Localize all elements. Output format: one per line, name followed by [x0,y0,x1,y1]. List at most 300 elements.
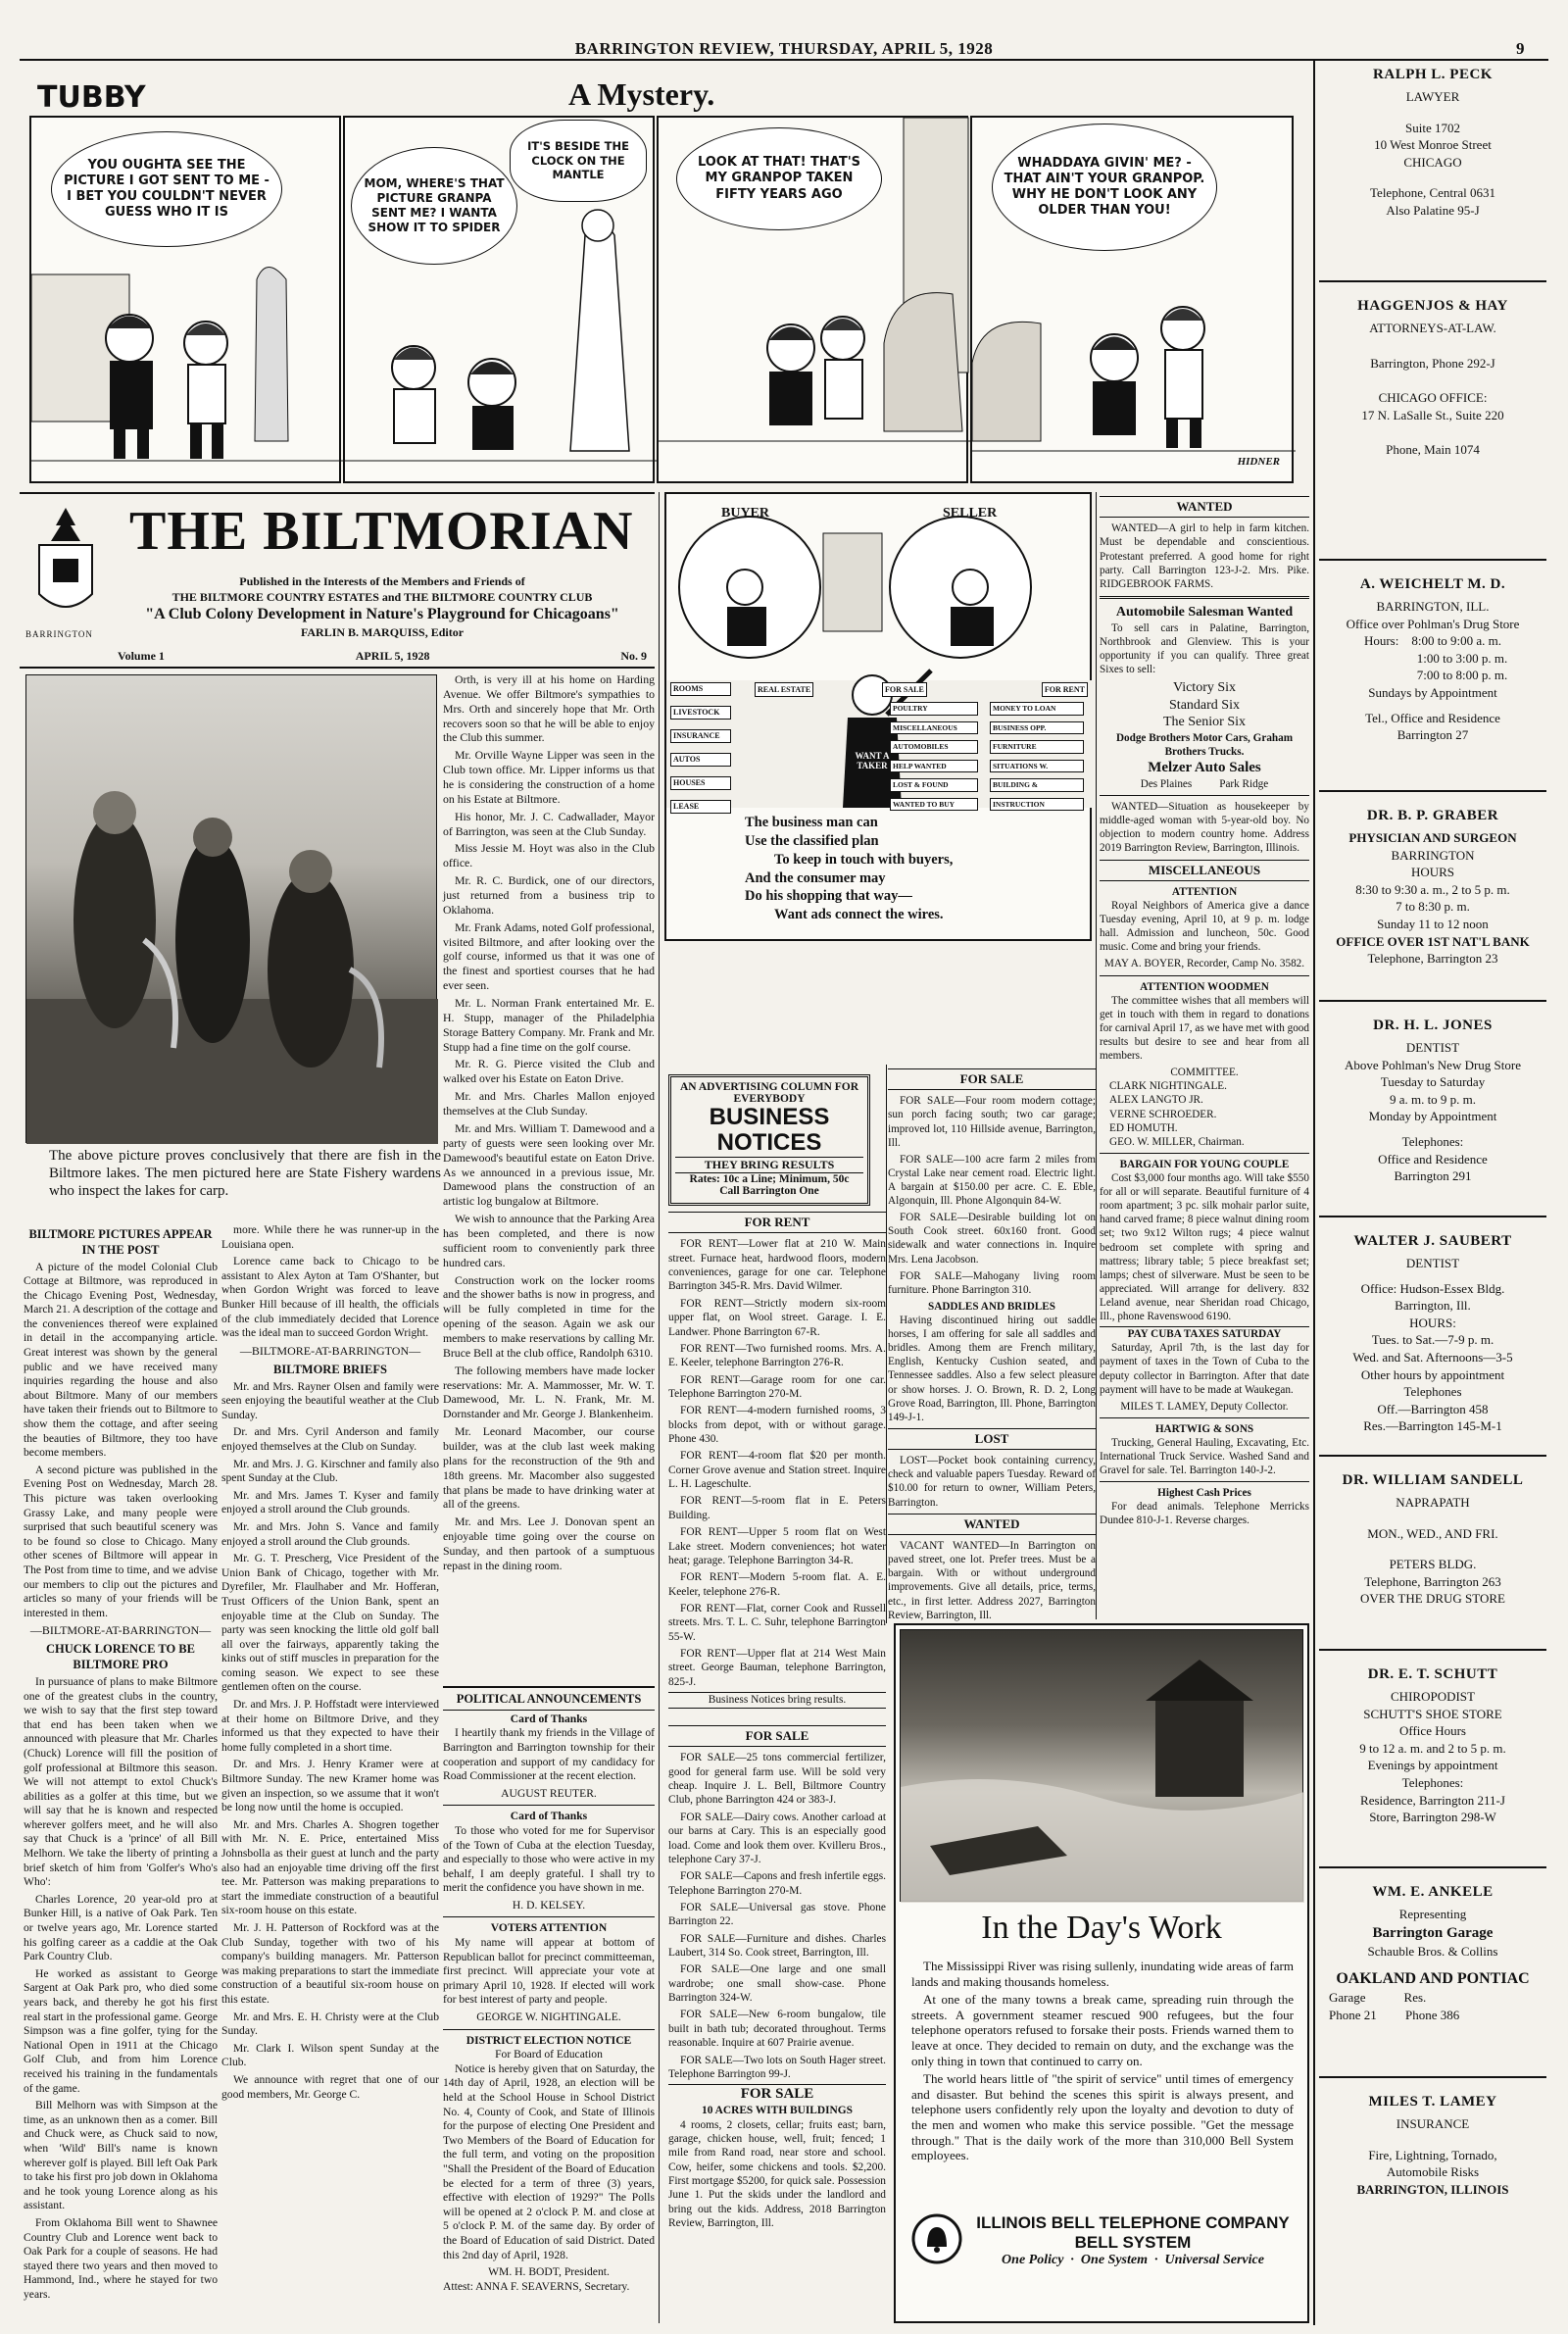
voters-title: VOTERS ATTENTION [490,1921,608,1935]
brief-item: Miss Jessie M. Hoyt was also in the Club office. [443,841,655,870]
section-heading: WANTED [1100,496,1309,518]
classified-ad: FOR SALE—One large and one small wardrobe; one small show-case. Phone Barrington 324-W. [668,1963,886,2005]
business-notices-box [668,1074,870,1206]
brief-item: Construction work on the locker rooms and the shower baths is now in progress, and will be fully completed in time for the opening of the season. Again we ask our members to make reservations by calling Mr. Bruce Bell at the club office, Randolph 6310. [443,1272,655,1360]
caption-line: And the consumer may [745,869,886,886]
directory-card [1319,574,1546,792]
section-heading: FOR SALE [668,1725,886,1747]
directory-card [1319,65,1546,282]
comic-artist-signature: HIDNER [1237,456,1280,468]
card-line: HOURS: [1409,1315,1456,1330]
caption-line: Use the classified plan [745,832,879,849]
article-paragraph: He worked as assistant to George Sargent at Oak Park pro, who died some years back, and thereby he got his first real start in the professional game. George Simpson was a fine golfer, tying for the National Open in 1911 at the Chicago Golf Club, and from him Lorence received his training in the fundamentals of the game. [24,1966,218,2095]
card-line [1319,372,1546,389]
article-paragraph: Lorence came back to Chicago to be assistant to Alex Ayton at Tam O'Shanter, but when Gordon Wright was forced to leave Bunker Hill because of ill health, the officials of the club immediately decided that Lorence was the ideal man to succeed Gordon Wright. [221,1255,439,1340]
article-paragraph: Charles Lorence, 20 year-old pro at Bunker Hill, is a native of Oak Park. Ten or twelve years ago, Mr. Lorence started his golfing career as a caddie at the Oak Park Country Club. [24,1892,218,1963]
issue-date: APRIL 5, 1928 [355,649,430,663]
card-line: Garage Res. [1329,1990,1427,2006]
card-line: Barrington, Phone 292-J [1370,355,1495,371]
directory-card [1319,1882,1546,2078]
card-name: HAGGENJOS & HAY [1357,298,1508,314]
election-title: DISTRICT ELECTION NOTICE [466,2033,632,2047]
card-text: I heartily thank my friends in the Village of Barrington and Barrington township for their cooperation and support of my candidacy for Road Commissioner at the recent election. [443,1726,655,1783]
six-model: Victory Six [1172,679,1237,695]
notices-call: Call Barrington One [719,1184,819,1197]
classified-ad: FOR SALE—Two lots on South Hager street. Telephone Barrington 99-J. [668,2054,886,2080]
card-line: OFFICE OVER 1ST NAT'L BANK [1336,933,1530,949]
tab-label: SITUATIONS W. [990,760,1084,773]
biltmorian-column-2 [221,1223,439,2323]
big-ad-text: 4 rooms, 2 closets, cellar; fruits east; barn, garage, chicken house, well, fruit; fenced; 1 mile from Rand road, near store and school. Cow, heifer, some chickens and tools. $2,200. First mortgage $5200, for quick sale. Possession June 1. Put the skids under the landlord and bring out the kids. Address, 2018 Barrington Review, Barrington, Ill. [668,2118,886,2230]
classified-ad: FOR SALE—Mahogany living room furniture. Phone Barrington 310. [888,1269,1096,1296]
section-heading: POLITICAL ANNOUNCEMENTS [443,1692,655,1711]
election-subtitle: For Board of Education [495,2048,603,2061]
classified-ad: FOR SALE—Dairy cows. Another carload at our barns at Cary. This is an especially good load. Come and look them over. Kvilleru Bros., telephone Cary 37-J. [668,1811,886,1865]
comic-characters [31,118,343,485]
cartoon-right-tabs-a [890,702,978,811]
card-line: Office Hours [1399,1723,1466,1739]
classified-ad: FOR SALE—Desirable building lot on South Cook street. 60x160 front. Good sidewalk and water connections in. Inquire Mrs. Lena Jacobson. [888,1212,1096,1266]
card-line: Barrington Garage [1372,1924,1494,1941]
card-line: Tuesday to Saturday [1380,1074,1486,1090]
classified-ad: FOR RENT—Strictly modern six-room upper flat, on Wool street. Garage. I. E. Landwer. Phone Barrington 67-R. [668,1297,886,1338]
column-rule [1096,492,1097,1619]
directory-card [1319,296,1546,561]
big-ad-sub: 10 ACRES WITH BUILDINGS [702,2105,853,2117]
card-signature: H. D. KELSEY. [512,1898,586,1912]
committee-line: ALEX LANGTO JR. [1109,1094,1203,1107]
notices-title: BUSINESS NOTICES [709,1104,830,1157]
card-line: BARRINGTON, ILLINOIS [1356,2181,1509,2197]
card-line: Automobile Risks [1386,2164,1480,2180]
election-attest: Attest: ANNA F. SEAVERNS, Secretary. [443,2279,630,2293]
card-line: BARRINGTON [1391,847,1475,863]
cartoon-right-tabs-b [990,702,1084,811]
biltmorian-masthead [20,492,655,669]
card-line: Res.—Barrington 145-M-1 [1363,1418,1502,1434]
situation-ad: WANTED—Situation as housekeeper by middle-aged woman with 5-year-old boy. No objection to modern country home. Address 2019 Barrington Review, Barrington, Illinois. [1100,801,1309,855]
woodmen-text: The committee wishes that all members will get in touch with them in regard to donations for carnival April 17, as we have met with good results but desire to see and hear from all members. [1100,994,1309,1063]
card-line: Barrington 291 [1394,1168,1472,1184]
classified-ad: FOR RENT—Garage room for one car. Telephone Barrington 270-M. [668,1373,886,1400]
six-model: The Senior Six [1163,715,1246,730]
masthead-subtitle [118,574,647,641]
classified-ad: WANTED—A girl to help in farm kitchen. Must be dependable and conscientious. Protestant preferred. A good home for right party. Call Barrington 123-J-2. Mrs. Pike. RIDGEBROOK FARMS. [1100,522,1309,590]
tab-label: WANTED TO BUY [890,798,978,812]
card-name: DR. B. P. GRABER [1366,808,1499,823]
card-line: INSURANCE [1396,2116,1470,2132]
volume-line [118,649,647,664]
six-model: Standard Six [1169,697,1240,713]
photo-caption: The above picture proves conclusively that there are fish in the Biltmore lakes. The men pictured here are State Fishery wardens who inspect the lakes for carp. [49,1148,441,1199]
card-signature: AUGUST REUTER. [501,1786,597,1800]
classified-ad: FOR RENT—Upper flat at 214 West Main street. George Bauman, telephone Barrington, 825-J. [668,1648,886,1688]
tab-label: HELP WANTED [890,760,978,773]
biltmorian-column-3 [443,672,655,1666]
slogan: "A Club Colony Development in Nature's Playground for Chicagoans" [145,606,619,623]
card-line: CHICAGO [1403,154,1462,170]
comic-episode-title: A Mystery. [568,76,715,112]
card-line: Telephones: [1401,1133,1464,1149]
card-text: To those who voted for me for Supervisor of the Town of Cuba at the election Tuesday, and especially to those who were active in my behalf, I am deeply grateful. I shall try to merit the confidence you have shown in me. [443,1823,655,1895]
comic-panel-1 [29,116,341,483]
card-line: Telephone, Barrington 263 [1364,1573,1501,1589]
professional-directory [1313,61,1548,2325]
wanted-text: VACANT WANTED—In Barrington on paved street, one lot. Prefer trees. Must be a bargain. With or without underground improvements. Give all details, price, terms, etc., in first letter. Address 2027, Barrington Review, Barrington, Ill. [888,1540,1096,1621]
tab-label: LIVESTOCK [670,706,731,720]
voters-text: My name will appear at bottom of Republican ballot for precinct committeeman, first precinct. Will appreciate your vote at primary April 10, 1928. If elected will work for best interest of party and people. [443,1936,655,2007]
tab-label: FOR RENT [1042,682,1088,697]
card-title: Card of Thanks [510,1712,588,1725]
card-line: DENTIST [1405,1040,1460,1056]
brief-item: Mr. G. T. Prescherg, Vice President of the Union Bank of Chicago, together with Mr. Dyrefiler, Mr. Flaulhaber and Mr. Hofferan, Trust Officers of the Union Bank, spent an enjoyable time at the Club on Sunday. The party was seen knocking the little old golf ball all over the fairways, apparently taking the kinks out of stiff muscles in preparation for the coming season. We expect to see these gentlemen often on the course. [221,1552,439,1694]
card-line: Office over Pohlman's Drug Store [1346,616,1520,631]
section-heading: FOR RENT [668,1212,886,1233]
card-line: CHIROPODIST [1391,1689,1475,1705]
classified-ad: FOR SALE—Furniture and dishes. Charles Laubert, 314 So. Cook street, Barrington, Ill. [668,1932,886,1960]
speech-bubble: YOU OUGHTA SEE THE PICTURE I GOT SENT TO ME - I BET YOU COULDN'T NEVER GUESS WHO IT IS [51,131,282,247]
caption-line: Want ads connect the wires. [774,907,944,923]
fishery-wardens-photo [25,674,437,1143]
tab-label: AUTOMOBILES [890,740,978,754]
brief-item: Orth, is very ill at his home on Harding Avenue. We offer Biltmore's sympathies to Mrs. Orth and sincerely hope that Mr. Orth recovers soon so that he will be able to enjoy the Club this summer. [443,672,655,745]
article-paragraph: A picture of the model Colonial Club Cottage at Biltmore, was reproduced in the Chicago Evening Post, Wednesday, March 21. A description of the cottage and the conveniences thereof were explained in detail in the accompanying article. Great interest was shown by the general public and we have received many inquiries regarding the house and also about Biltmore. Many of our members have taken their friends out to Biltmore to show them the cottage, and after seeing the beauties of Biltmore, they too have become members. [24,1260,218,1460]
bargain-title: BARGAIN FOR YOUNG COUPLE [1119,1158,1290,1170]
emblem-caption: BARRINGTON [25,629,93,639]
card-line: Barrington, Ill. [1395,1298,1471,1314]
tab-label: MISCELLANEOUS [890,721,978,735]
card-line: SCHUTT'S SHOE STORE [1363,1706,1502,1721]
card-line: Office and Residence [1378,1151,1488,1167]
tab-label: INSTRUCTION [990,798,1084,812]
cartoon-left-tabs [670,682,731,814]
card-line [1319,1125,1546,1133]
committee-line: VERNE SCHROEDER. [1109,1108,1217,1120]
ad-title: In the Day's Work [981,1910,1222,1946]
cartoon-caption [745,814,1078,924]
taxes-sign: MILES T. LAMEY, Deputy Collector. [1120,1400,1289,1413]
directory-card [1319,1231,1546,1457]
card-line: 9 a. m. to 9 p. m. [1389,1091,1477,1107]
brief-item: Mr. and Mrs. Charles Mallon enjoyed themselves at the Club Sunday. [443,1089,655,1118]
ad-company-block [964,2213,1301,2268]
ad-paragraph: At one of the many towns a break came, spreading ruin through the streets. A government steamer rescued 900 refugees, but the four telephone operators refused to forsake their posts. Friends warned them to leave at once. They decided to remain on duty, and the exchange was the only thing in town that continued to carry on. [911,1992,1294,2068]
newspaper-header [0,39,1568,59]
speech-bubble: WHADDAYA GIVIN' ME? - THAT AIN'T YOUR GRANPOP. WHY HE DON'T LOOK ANY OLDER THAN YOU! [992,124,1217,251]
article-paragraph: A second picture was published in the Evening Post on Wednesday, March 28. This picture was taken overlooking Grassy Lake, and many people were surprised that such beautiful scenery was to be found so close to Chicago. Many other scenes of Biltmore will appear in The Post from time to time, and we advise our members to clip out the pictures and articles so many of your friends will be interested in them. [24,1463,218,1619]
card-line: 8:30 to 9:30 a. m., 2 to 5 p. m. [1355,881,1510,897]
brief-item: Mr. and Mrs. Rayner Olsen and family were seen enjoying the beautiful weather at the Club Sunday. [221,1379,439,1421]
comic-characters [972,118,1296,485]
election-signature: WM. H. BODT, President. [488,2265,610,2279]
card-line [1319,1961,1546,1968]
committee-line: CLARK NIGHTINGALE. [1109,1080,1227,1093]
brief-item: Mr. and Mrs. Lee J. Donovan spent an enjoyable time going over the course on Sunday, and then partook of a sumptuous repast in the dining room. [443,1515,655,1572]
ad-paragraph: The Mississippi River was rising sullenly, inundating wide areas of farm lands and making thousands homeless. [911,1959,1294,1989]
comic-strip-name: TUBBY [37,80,146,115]
speech-bubble: MOM, WHERE'S THAT PICTURE GRANPA SENT ME? I WANTA SHOW IT TO SPIDER [351,147,517,265]
classified-ad: FOR RENT—Flat, corner Cook and Russell streets. Mrs. T. L. C. Suhr, telephone Barrington 55-W. [668,1603,886,1643]
brief-item: Mr. J. H. Patterson of Rockford was at the Club Sunday, together with two of his company's building managers. Mr. Patterson was making preparations to start the immediate construction of a beautiful six-room house on this estate. [221,1920,439,2006]
taxes-title: PAY CUBA TAXES SATURDAY [1100,1326,1309,1341]
classified-ad: FOR SALE—Universal gas stove. Phone Barrington 22. [668,1901,886,1928]
card-line: HOURS [1410,865,1455,880]
brief-item: Dr. and Mrs. J. Henry Kramer were at Biltmore Sunday. The new Kramer home was given an inspection, so we assume that it won't be long now until the home is occupied. [221,1758,439,1814]
comic-characters [345,118,657,485]
brief-item: Mr. and Mrs. Charles A. Shogren together with Mr. N. E. Price, entertained Miss Johnsbolla as their guest at lunch and the party also had an enjoyable time driving off the first tee. Mr. Patterson was making preparations to start the immediate construction of a beautiful six-room house on this estate. [221,1817,439,1917]
tab-label: AUTOS [670,753,731,767]
notices-footer: Business Notices bring results. [668,1692,886,1708]
card-line: 17 N. LaSalle St., Suite 220 [1361,407,1504,422]
taxes-text: Saturday, April 7th, is the last day for payment of taxes in the Town of Cuba to the deputy collector in Barrington. After that date payment will have to be made at Waukegan. [1100,1342,1309,1396]
cash-text: For dead animals. Telephone Merricks Dundee 810-J-1. Reverse charges. [1100,1501,1309,1527]
card-line: LAWYER [1405,89,1460,105]
dodge-line: Dodge Brothers Motor Cars, Graham Brothers Trucks. [1115,731,1294,758]
card-line: Representing [1398,1907,1467,1922]
tab-label: LOST & FOUND [890,778,978,792]
attention-text: Royal Neighbors of America give a dance Tuesday evening, April 10, at 9 p. m. lodge hall. Admission and luncheon, 50c. Good music. Come and bring your friends. [1100,900,1309,954]
card-line [1319,1512,1546,1525]
card-line [1319,171,1546,184]
card-line: Fire, Lightning, Tornado, [1368,2147,1497,2162]
directory-card [1319,1470,1546,1651]
cartoon-right-top [882,682,1088,697]
card-line: Suite 1702 [1405,120,1460,135]
card-line: 10 West Monroe Street [1374,137,1492,153]
attention-sign: MAY A. BOYER, Recorder, Camp No. 3582. [1103,958,1305,970]
tab-label: MONEY TO LOAN [990,702,1084,716]
committee-line: ED HOMUTH. [1109,1121,1178,1134]
for-rent-column [668,1208,886,1717]
salesman-text: To sell cars in Palatine, Barrington, Northbrook and Glenview. This is your opportunity if you can qualify. Three great Sixes to sell: [1100,621,1309,675]
classified-ad: FOR RENT—4-room flat $20 per month. Corner Grove avenue and Station street. Inquire L. H. Lageschulte. [668,1450,886,1491]
photo-figures [26,675,438,1144]
card-line: CHICAGO OFFICE: [1378,390,1488,406]
caption-line: The business man can [745,815,878,830]
org-line: THE BILTMORE COUNTRY ESTATES and THE BILTMORE COUNTRY CLUB [172,589,593,604]
attention-title: ATTENTION [1171,885,1238,898]
card-line [1319,1272,1546,1280]
brief-item: Mr. Leonard Macomber, our course builder, was at the club last week making plans for the reconstruction of the 9th and 18th greens. Mr. Macomber also suggested that plans be made to have drinking water at all of the greens. [443,1424,655,1512]
brief-item: We announce with regret that one of our good members, Mr. George C. [221,2072,439,2101]
card-name: DR. H. L. JONES [1373,1018,1493,1033]
brief-item: Mr. and Mrs. E. H. Christy were at the Club Sunday. [221,2010,439,2038]
article-paragraph: In pursuance of plans to make Biltmore one of the greatest clubs in the country, we wish to say that the first step toward that end has been taken when we announced with pleasure that Mr. Charles (Chuck) Lorence will fill the position of golf professional at Biltmore this season. We will not attempt to extol Chuck's abilities as a golfer at this time, but we will say that he is known and respected wherever golfers meet, and he will also say that Chuck is a 'prince' of all Bill Melhorn. We take the liberty of printing a brief sketch of him from 'Golfer's Who's Who': [24,1674,218,1889]
card-line: Sundays by Appointment [1368,684,1497,700]
article-heading: BILTMORE BRIEFS [273,1362,387,1376]
card-line: Wed. and Sat. Afternoons—3-5 [1352,1349,1513,1365]
masthead-title: THE BILTMORIAN [129,501,634,562]
committee-line: COMMITTEE. [1170,1067,1239,1079]
card-line: Above Pohlman's New Drug Store [1345,1057,1521,1072]
classified-ad: FOR RENT—5-room flat in E. Peters Building. [668,1495,886,1521]
cartoon-buyer-label: BUYER [721,506,770,521]
tab-label: LEASE [670,800,731,814]
card-line [1319,1542,1546,1556]
card-line: Phone, Main 1074 [1386,442,1480,458]
notices-rates: Rates: 10c a Line; Minimum, 50c [689,1172,850,1185]
for-sale-column [668,1721,886,2323]
melzer-location: Des Plaines Park Ridge [1140,777,1269,790]
brief-item: Mr. Frank Adams, noted Golf professional, visited Biltmore, and after looking over the golf course, informed us that it was one of the finest and sportiest courses that he had ever seen. [443,919,655,993]
classified-column-far-right [1100,492,1309,1619]
card-line: Sunday 11 to 12 noon [1377,916,1489,931]
classified-ad: FOR SALE—25 tons commercial fertilizer, good for general farm use. Will be sold very cheap. Inquire J. L. Bell, Biltmore Country Club, phone Barrington 424 or 383-J. [668,1752,886,1807]
caption-line: To keep in touch with buyers, [774,851,954,868]
classified-cartoon [664,492,1092,941]
card-line: Hours: 8:00 to 9:00 a. m. [1363,633,1502,649]
article-paragraph: Bill Melhorn was with Simpson at the time, as an unknown then as a comer. Bill and Chuck were, as Chuck said to now, when 'Wild' Bill's name is known wherever golf is played. Bill left Oak Park to take his first pro job down in Oklahoma and he took young Lorence along as his assistant. [24,2099,218,2212]
card-line: Phone 21 Phone 386 [1329,2007,1460,2022]
company-name: ILLINOIS BELL TELEPHONE COMPANY [976,2213,1290,2232]
card-line: BARRINGTON, ILL. [1376,599,1490,615]
classified-ad: FOR RENT—Modern 5-room flat. A. E. Keeler, telephone 276-R. [668,1571,886,1598]
brief-item: Mr. R. C. Burdick, one of our directors, just returned from a business trip to Oklahoma. [443,873,655,917]
card-line: Telephones: [1401,1774,1464,1790]
article-heading: CHUCK LORENCE TO BE BILTMORE PRO [45,1642,195,1672]
card-name: MILES T. LAMEY [1368,2094,1497,2110]
card-line: Monday by Appointment [1368,1109,1497,1124]
committee-line: GEO. W. MILLER, Chairman. [1109,1135,1245,1148]
speech-bubble-mother: IT'S BESIDE THE CLOCK ON THE MANTLE [510,120,647,202]
article-heading: BILTMORE PICTURES APPEAR IN THE POST [28,1227,213,1257]
brief-item: Mr. and Mrs. John S. Vance and family enjoyed a stroll around the Club grounds. [221,1519,439,1548]
card-line: OAKLAND AND PONTIAC [1336,1969,1530,1987]
card-line: ATTORNEYS-AT-LAW. [1369,321,1496,336]
brief-item: Dr. and Mrs. Cyril Anderson and family enjoyed themselves at the Club on Sunday. [221,1425,439,1453]
card-line: PETERS BLDG. [1389,1557,1477,1572]
brief-item: Mr. and Mrs. William T. Damewood and a party of guests were seen looking over Mr. Damewood's beautiful estate on Eaton Drive. As we announced in a previous issue, Mr. Damewood plans the construction of an artistic log bungalow at Biltmore. [443,1120,655,1209]
comic-panel-3 [657,116,968,483]
wanted-heading: WANTED [888,1514,1096,1535]
tab-label: POULTRY [890,702,978,716]
comic-strip [20,69,1305,490]
lost-heading: LOST [888,1428,1096,1450]
bell-logo-icon [911,2213,962,2264]
election-text: Notice is hereby given that on Saturday, the 14th day of April, 1928, an election will be held at the School House in School District No. 4, County of Cook, and State of Illinois for the purpose of electing One President and Two Members of the Board of Education for the full term, and voting on the proposition "Shall the President of the Board of Education be elected for a term of three (3) years, effective with election of 1929?" The Polls will be opened at 2 o'clock P. M. and close at 5 o'clock P. M. of the same day. By order of the Board of Education of said District. Dated this 2nd day of April, 1928. [443,2061,655,2261]
system-name: BELL SYSTEM [1074,2233,1192,2252]
card-name: A. WEICHELT M. D. [1359,576,1506,592]
classified-ad: FOR SALE—Four room modern cottage; sun porch facing south; two car garage; improved lot, 110 Hillside avenue, Barrington, Ill. [888,1095,1096,1149]
article-paragraph: more. While there he was runner-up in the Louisiana open. [221,1223,439,1251]
card-name: WALTER J. SAUBERT [1353,1233,1512,1249]
card-line [1319,2133,1546,2147]
card-name: DR. WILLIAM SANDELL [1342,1472,1524,1488]
classified-ad: FOR SALE—Capons and fresh infertile eggs. Telephone Barrington 270-M. [668,1870,886,1897]
comic-characters [659,118,970,485]
classified-column-right [888,1065,1096,1621]
section-separator: —BILTMORE-AT-BARRINGTON— [239,1343,421,1358]
salesman-title: Automobile Salesman Wanted [1115,604,1294,620]
brief-item: Mr. and Mrs. J. G. Kirschner and family also spent Sunday at the Club. [221,1457,439,1485]
published-line: Published in the Interests of the Members and Friends of [239,574,525,588]
card-line: Telephone, Barrington 23 [1367,951,1498,967]
card-line: Tues. to Sat.—7-9 p. m. [1371,1332,1494,1348]
brief-item: Mr. R. G. Pierce visited the Club and walked over his Estate on Eaton Drive. [443,1057,655,1086]
tab-label: BUSINESS OPP. [990,721,1084,735]
card-line: OVER THE DRUG STORE [1360,1591,1505,1607]
directory-card [1319,1664,1546,1868]
hartwig-title: HARTWIG & SONS [1154,1422,1254,1435]
notices-top: AN ADVERTISING COLUMN FOR EVERYBODY [679,1081,858,1105]
caption-line: Do his shopping that way— [745,888,912,905]
directory-card [1319,806,1546,1002]
section-separator: —BILTMORE-AT-BARRINGTON— [29,1623,212,1638]
tab-label: ROOMS [670,682,731,696]
classified-ad: FOR RENT—Upper 5 room flat on West Lake street. Modern conveniences; hot water heat; garage. Telephone Barrington 34-R. [668,1526,886,1566]
brief-item: Mr. L. Norman Frank entertained Mr. E. H. Stupp, manager of the Philadelphia Storage Battery Company. Mr. Frank and Mr. Stupp had a fine time on the golf course. [443,996,655,1054]
flood-illustration [900,1629,1303,1902]
saddles-text: Having discontinued hiring out saddle horses, I am offering for sale all saddles and bridles. Among them are French military, English, Kentucky Cushion seated, and Tennessee saddles. Also a few select pleasure or show horses. J. O. Brown, R. D. 2, Long Grove Road, Barrington, Ill. Phone, Barrington 149-J-1. [888,1315,1096,1423]
card-line: Telephone, Central 0631 [1370,185,1495,201]
card-line: Store, Barrington 298-W [1369,1810,1496,1825]
directory-card [1319,1016,1546,1217]
cartoon-seller-label: SELLER [943,506,998,521]
classified-ad: FOR SALE—New 6-room bungalow, tile built in bath tub; decorated throughout. Terms reasonable. Inquire at 607 Prairie avenue. [668,2009,886,2050]
melzer-name: Melzer Auto Sales [1148,760,1261,776]
brief-item: We wish to announce that the Parking Area has been completed, and there is now sufficient room to conveniently park three hundred cars. [443,1212,655,1269]
classified-ad: FOR RENT—Lower flat at 210 W. Main street. Furnace heat, hardwood floors, modern conveniences, garage for one car. Telephone Barrington 345-R. Mrs. David Wilmer. [668,1238,886,1293]
card-line: 7:00 to 8:00 p. m. [1416,668,1508,683]
big-ad-heading: FOR SALE [668,2084,886,2104]
ad-paragraph: The world hears little of "the spirit of service" until times of emergency and disaster. But behind the scenes this spirit is always present, and telephone users confidently rely upon the loyalty and devotion to duty of the men and women who make this service possible. "Get the message through." That is the daily work of the more than 310,000 Bell System employees. [911,2071,1294,2163]
card-line: Office: Hudson-Essex Bldg. [1360,1280,1505,1296]
brief-item: Dr. and Mrs. J. P. Hoffstadt were interviewed at their home on Biltmore Drive, and they informed us that they expected to have their home fully completed in a short time. [221,1698,439,1754]
biltmore-emblem-icon [31,504,100,621]
volume: Volume 1 [118,649,165,663]
card-name: RALPH L. PECK [1373,67,1493,82]
column-rule [886,1065,887,1623]
hartwig-text: Trucking, General Hauling, Excavating, Etc. International Truck Service. Washed Sand and Gravel for sale. Tel. Barrington 140-J-2. [1100,1436,1309,1477]
speech-bubble: LOOK AT THAT! THAT'S MY GRANPOP TAKEN FIFTY YEARS AGO [676,127,882,230]
card-line: Barrington 27 [1396,727,1469,743]
saddles-heading: SADDLES AND BRIDLES [928,1300,1055,1313]
tab-label: FOR SALE [882,682,927,697]
classified-ad: FOR RENT—4-modern furnished rooms, 3 blocks from depot, with or without garage. Phone 430. [668,1405,886,1446]
header-title: BARRINGTON REVIEW, THURSDAY, APRIL 5, 1928 [574,39,994,58]
brief-item: The following members have made locker reservations: Mr. A. Mammosser, Mr. W. T. Damewood, Mr. L. N. Frank, Mr. M. Dornstander and Mr. George J. Blankenheim. [443,1363,655,1421]
card-line [1319,337,1546,355]
card-line: 7 to 8:30 p. m. [1396,899,1470,915]
woodmen-title: ATTENTION WOODMEN [1140,980,1269,993]
card-line [1319,423,1546,441]
biltmorian-column-1 [24,1223,218,2323]
tab-label: HOUSES [670,776,731,790]
card-line: Other hours by appointment [1360,1366,1505,1382]
bargain-text: Cost $3,000 four months ago. Will take $550 for all or will separate. Beautiful furniture of 4 room apartment; 3 pc. silk mohair parlor suite, hand carved frame; 8 piece walnut dining room set; two 9x12 Wilton rugs; 4 piece walnut bedroom set complete with spring and mattress; library table; 5 piece breakfast set; lamps; chest of silverware. Must be seen to be appreciated. Will arrange for delivery. 832 Leland avenue, near Sheridan road Chicago, Ill., phone Ravenswood 6190. [1100,1171,1309,1323]
cartoon-sign: WANT A TAKER [855,751,890,770]
card-line: Residence, Barrington 211-J [1360,1792,1505,1808]
comic-panel-4 [970,116,1294,483]
comic-panel-2 [343,116,655,483]
classified-ad: FOR RENT—Two furnished rooms. Mrs. A. E. Keeler, telephone Barrington 276-R. [668,1342,886,1369]
ad-body [911,1959,1294,2166]
editor-line: FARLIN B. MARQUISS, Editor [300,624,465,639]
tab-label: BUILDING & [990,778,1084,792]
lost-text: LOST—Pocket book containing currency, check and valuable papers Tuesday. Reward of $10.00 for return to owner, William Peters, Barrington. [888,1455,1096,1509]
political-announcements [443,1686,655,2323]
card-name: WM. E. ANKELE [1372,1884,1494,1900]
card-line: 1:00 to 3:00 p. m. [1416,650,1508,666]
card-line [1319,702,1546,710]
cash-title: Highest Cash Prices [1157,1487,1251,1500]
issue-number: No. 9 [620,649,647,663]
company-motto: One Policy · One System · Universal Service [1002,2253,1264,2267]
card-line: Schauble Bros. & Collins [1367,1944,1498,1960]
card-line: Telephones [1403,1384,1462,1400]
brief-item: Mr. Orville Wayne Lipper was seen in the Club town office. Mr. Lipper informs us that he is considering the construction of a home on his Estate at Biltmore. [443,748,655,806]
misc-heading: MISCELLANEOUS [1100,860,1309,881]
